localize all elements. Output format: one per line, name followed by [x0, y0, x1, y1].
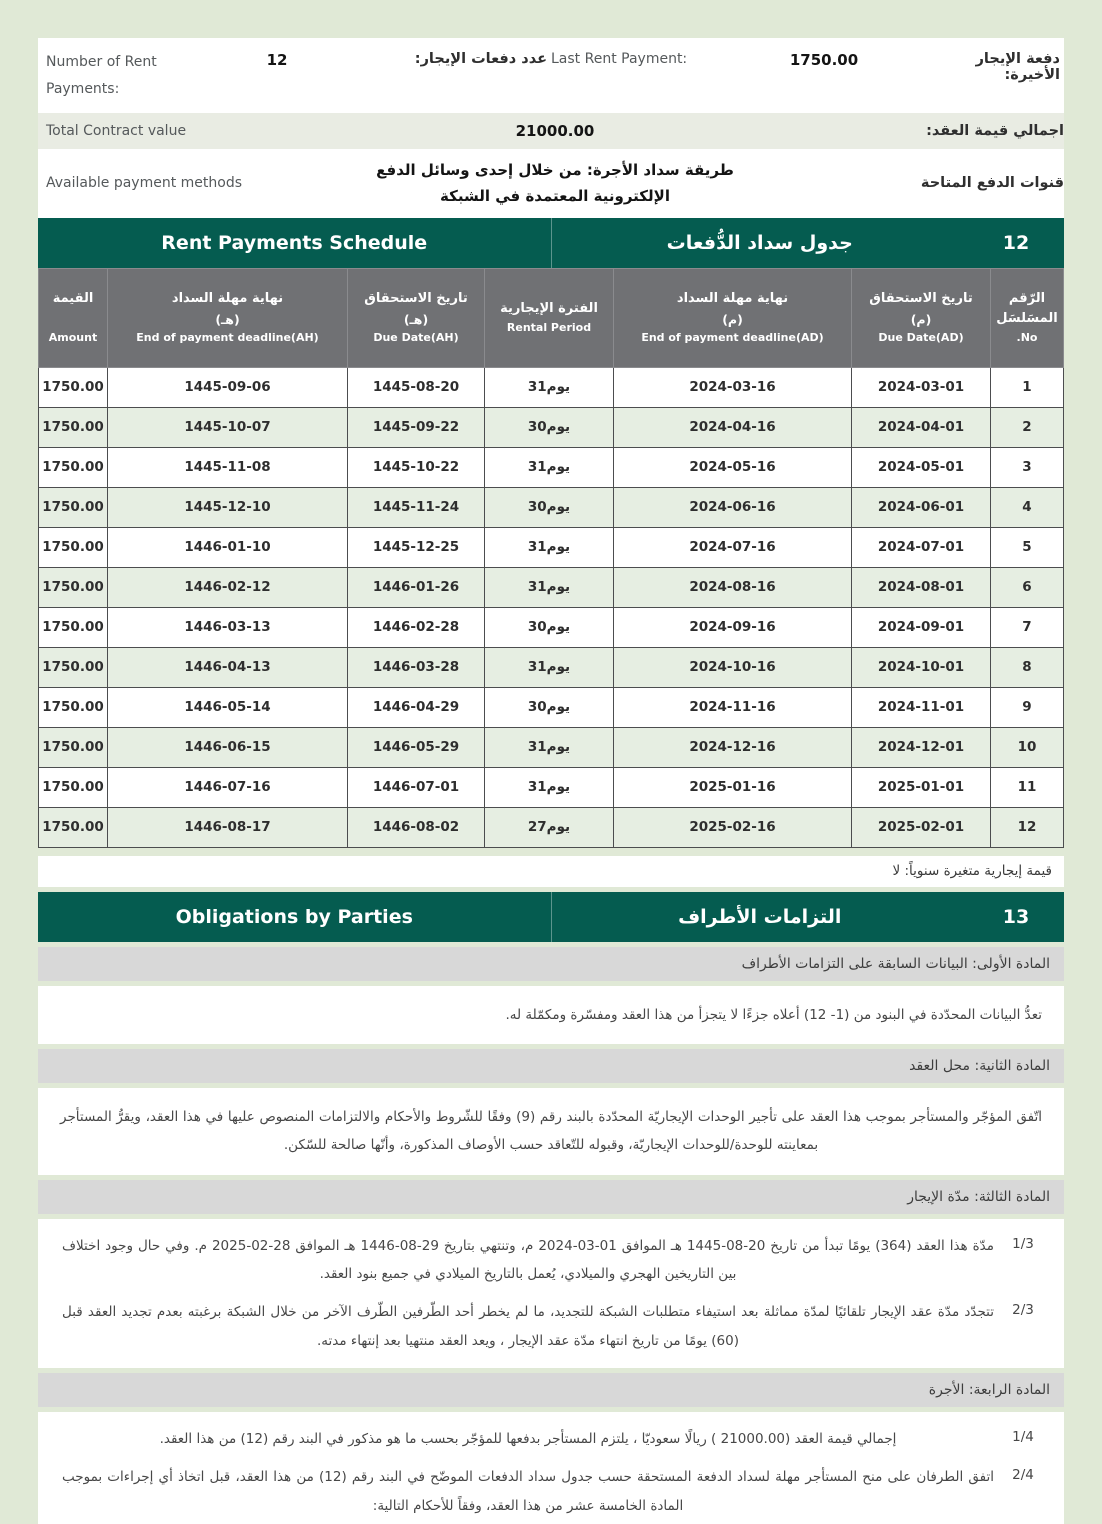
schedule-section-header — [38, 218, 1064, 268]
schedule-cell: 30يوم — [485, 607, 614, 647]
schedule-cell: 1750.00 — [39, 807, 108, 847]
schedule-cell: 1750.00 — [39, 447, 108, 487]
schedule-cell: 3 — [991, 447, 1064, 487]
schedule-cell: 1446-04-13 — [108, 647, 348, 687]
rent-payments-table-head — [39, 268, 1064, 367]
schedule-cell: 2024-03-01 — [852, 367, 991, 407]
schedule-cell: 8 — [991, 647, 1064, 687]
column-header-ar-text: تاريخ الاستحقاق — [869, 290, 973, 306]
schedule-cell: 1446-06-15 — [108, 727, 348, 767]
article-body — [38, 1219, 1064, 1368]
schedule-row — [39, 367, 1064, 407]
top-info-row-payments — [38, 38, 1064, 113]
schedule-cell: 9 — [991, 687, 1064, 727]
schedule-cell: 2024-05-16 — [614, 447, 852, 487]
schedule-title-ar: جدول سداد الدُّفعات — [666, 231, 853, 254]
rent-payments-table — [38, 268, 1064, 848]
column-header — [108, 268, 348, 367]
schedule-cell: 2024-06-16 — [614, 487, 852, 527]
column-header-en-text: End of payment deadline(AH) — [136, 331, 319, 344]
column-header — [485, 268, 614, 367]
schedule-cell: 31يوم — [485, 367, 614, 407]
schedule-cell: 2024-12-16 — [614, 727, 852, 767]
schedule-cell: 27يوم — [485, 807, 614, 847]
schedule-cell: 1750.00 — [39, 567, 108, 607]
schedule-row — [39, 447, 1064, 487]
article-heading: المادة الأولى: البيانات السابقة على التزامات الأطراف — [38, 947, 1064, 981]
payments-count-group — [38, 49, 551, 102]
schedule-cell: 2024-10-01 — [852, 647, 991, 687]
schedule-cell: 2024-08-01 — [852, 567, 991, 607]
clause — [48, 1420, 1054, 1458]
article — [38, 947, 1064, 1044]
schedule-cell: 1446-04-29 — [348, 687, 485, 727]
obligations-title-ar: التزامات الأطراف — [678, 905, 842, 928]
column-header — [39, 268, 108, 367]
schedule-cell: 1 — [991, 367, 1064, 407]
clause-text: اتفق الطرفان على منح المستأجر مهلة لسداد الدفعة المستحقة حسب جدول سداد الدفعات الموضّح في البند رقم (12) من هذا العقد، قبل اتخاذ أي إجراءات بموجب المادة الخامسة عشر من هذا العقد، وفقاً للأحكام التالية: — [62, 1469, 994, 1514]
column-header-ar-text: الفترة الإيجارية — [500, 301, 598, 317]
schedule-cell: 6 — [991, 567, 1064, 607]
schedule-title-en: Rent Payments Schedule — [161, 231, 428, 254]
schedule-row — [39, 767, 1064, 807]
rent-payments-label-ar: عدد دفعات الإيجار: — [414, 51, 547, 67]
schedule-row — [39, 487, 1064, 527]
column-header — [348, 268, 485, 367]
schedule-cell: 2024-07-01 — [852, 527, 991, 567]
column-header-sub-text: (م) — [722, 312, 743, 327]
column-header-sub-text — [42, 309, 104, 330]
schedule-cell: 12 — [991, 807, 1064, 847]
schedule-cell: 7 — [991, 607, 1064, 647]
column-header-ar-text: نهاية مهلة السداد — [676, 290, 789, 306]
schedule-cell: 10 — [991, 727, 1064, 767]
clause-text: اتّفق المؤجّر والمستأجر بموجب هذا العقد على تأجير الوحدات الإيجاريّة المحدّدة بالبند رقم (9) وفقًا للشّروط والأحكام والالتزامات المنصوص عليها في هذا العقد، ويقرُّ المستأجر بمعاينته للوحدة/للوحدات الإيجاريّة، وقبوله للتّعاقد حسب الأوصاف المذكورة، وأنّها صالحة للسّكن. — [60, 1109, 1042, 1154]
column-header — [614, 268, 852, 367]
schedule-cell: 31يوم — [485, 447, 614, 487]
column-header — [852, 268, 991, 367]
schedule-cell: 2024-04-01 — [852, 407, 991, 447]
schedule-cell: 1750.00 — [39, 367, 108, 407]
schedule-cell: 1446-05-14 — [108, 687, 348, 727]
clause — [48, 1293, 1054, 1360]
clause-text: تعدُّ البيانات المحدّدة في البنود من (1- 12) أعلاه جزءًا لا يتجزأ من هذا العقد ومفسّرة ومكمّلة له. — [505, 1006, 1042, 1023]
schedule-cell: 1446-01-10 — [108, 527, 348, 567]
column-header-en-text: Amount — [48, 331, 98, 344]
schedule-cell: 2024-09-16 — [614, 607, 852, 647]
column-header-en-text: Due Date(AD) — [878, 331, 964, 344]
schedule-cell: 30يوم — [485, 487, 614, 527]
column-header-sub-text: (هـ) — [215, 312, 240, 327]
contract-page — [38, 0, 1064, 1524]
clause-number: 1/3 — [1012, 1235, 1034, 1252]
schedule-cell: 1445-11-08 — [108, 447, 348, 487]
schedule-cell: 2025-01-01 — [852, 767, 991, 807]
schedule-row — [39, 807, 1064, 847]
schedule-row — [39, 567, 1064, 607]
table-header-row — [39, 268, 1064, 367]
schedule-cell: 1445-09-06 — [108, 367, 348, 407]
article-body — [38, 1088, 1064, 1175]
schedule-cell: 31يوم — [485, 647, 614, 687]
schedule-row — [39, 647, 1064, 687]
schedule-cell: 1445-12-25 — [348, 527, 485, 567]
article-body — [38, 1412, 1064, 1524]
schedule-cell: 1445-11-24 — [348, 487, 485, 527]
schedule-cell: 30يوم — [485, 687, 614, 727]
article — [38, 1049, 1064, 1175]
top-info-row-methods — [38, 149, 1064, 218]
total-contract-label-en: Total Contract value — [46, 122, 187, 139]
clause-text: إجمالي قيمة العقد (21000.00 ) ريالًا سعوديّا ، يلتزم المستأجر بدفعها للمؤجّر بحسب ما هو مذكور في البند رقم (12) من هذا العقد. — [159, 1431, 897, 1448]
rent-payments-table-body — [39, 367, 1064, 847]
schedule-cell: 1445-08-20 — [348, 367, 485, 407]
total-contract-value: 21000.00 — [515, 122, 595, 141]
clause — [48, 1227, 1054, 1294]
schedule-row — [39, 687, 1064, 727]
schedule-cell: 11 — [991, 767, 1064, 807]
obligations-articles — [38, 947, 1064, 1524]
schedule-cell: 5 — [991, 527, 1064, 567]
schedule-cell: 2024-11-01 — [852, 687, 991, 727]
obligations-section-number: 13 — [1002, 905, 1030, 928]
clause-number: 1/4 — [1012, 1429, 1034, 1446]
schedule-cell: 1445-12-10 — [108, 487, 348, 527]
column-header-ar-text: تاريخ الاستحقاق — [364, 290, 468, 306]
clause-number: 2/3 — [1012, 1302, 1034, 1319]
schedule-cell: 30يوم — [485, 407, 614, 447]
rent-payments-label-en: Number of Rent Payments: — [46, 54, 157, 97]
schedule-cell: 2025-02-01 — [852, 807, 991, 847]
schedule-cell: 1446-08-02 — [348, 807, 485, 847]
schedule-cell: 1446-07-01 — [348, 767, 485, 807]
clause-number: 2/4 — [1012, 1467, 1034, 1484]
schedule-row — [39, 407, 1064, 447]
rent-payments-value: 12 — [266, 51, 288, 69]
column-header-sub-text: (هـ) — [403, 312, 429, 327]
schedule-cell: 1446-02-12 — [108, 567, 348, 607]
schedule-section-number: 12 — [1002, 231, 1030, 254]
schedule-cell: 1446-01-26 — [348, 567, 485, 607]
top-info-row-total — [38, 113, 1064, 149]
article — [38, 1180, 1064, 1368]
obligations-title-en: Obligations by Parties — [175, 905, 413, 928]
clause — [48, 1458, 1054, 1524]
schedule-cell: 1750.00 — [39, 687, 108, 727]
schedule-cell: 1750.00 — [39, 407, 108, 447]
schedule-cell: 1446-08-17 — [108, 807, 348, 847]
schedule-cell: 2024-10-16 — [614, 647, 852, 687]
schedule-cell: 1750.00 — [39, 487, 108, 527]
schedule-title-ar-group — [551, 218, 1065, 268]
schedule-cell: 2024-03-16 — [614, 367, 852, 407]
schedule-cell: 1750.00 — [39, 727, 108, 767]
article-heading: المادة الثالثة: مدّة الإيجار — [38, 1180, 1064, 1214]
article-heading: المادة الثانية: محل العقد — [38, 1049, 1064, 1083]
schedule-cell: 1446-02-28 — [348, 607, 485, 647]
column-header-ar-text: الرّقم المسَلسَل — [996, 291, 1058, 327]
obligations-title-ar-group — [551, 892, 1065, 942]
column-header-en-text: Due Date(AH) — [373, 331, 459, 344]
schedule-cell: 31يوم — [485, 567, 614, 607]
schedule-row — [39, 607, 1064, 647]
schedule-cell: 1446-05-29 — [348, 727, 485, 767]
schedule-cell: 1446-07-16 — [108, 767, 348, 807]
payment-methods-value: طريقة سداد الأجرة: من خلال إحدى وسائل الدفع الإلكترونية المعتمدة في الشبكة — [376, 161, 734, 206]
column-header-en-text: No. — [1016, 330, 1038, 344]
obligations-section-header — [38, 892, 1064, 942]
schedule-cell: 1446-03-28 — [348, 647, 485, 687]
schedule-cell: 2024-07-16 — [614, 527, 852, 567]
variable-rent-footnote: قيمة إيجارية متغيرة سنوياً: لا — [38, 856, 1064, 887]
clause-text: مدّة هذا العقد (364) يومًا تبدأ من تاريخ 20-08-1445 هـ الموافق 01-03-2024 م، وتنتهي بتاريخ 29-08-1446 هـ الموافق 28-02-2025 م. وفي حال وجود اختلاف بين التاريخين الهجري والميلادي، يُعمل بالتاريخ الميلادي في جميع بنود العقد. — [62, 1237, 995, 1283]
schedule-cell: 2025-01-16 — [614, 767, 852, 807]
payment-methods-label-ar: قنوات الدفع المتاحة — [920, 175, 1064, 192]
schedule-cell: 2024-12-01 — [852, 727, 991, 767]
last-payment-label-en: Last Rent Payment: — [551, 51, 688, 67]
last-payment-group — [551, 49, 1064, 102]
payment-methods-value-wrap — [376, 157, 734, 210]
schedule-cell: 1750.00 — [39, 767, 108, 807]
last-payment-value: 1750.00 — [789, 51, 859, 69]
column-header-en-text: Rental Period — [506, 320, 592, 334]
column-header-en-text: End of payment deadline(AD) — [641, 331, 824, 344]
schedule-cell: 1750.00 — [39, 647, 108, 687]
article-body — [38, 986, 1064, 1044]
article-heading: المادة الرابعة: الأجرة — [38, 1373, 1064, 1407]
schedule-cell: 4 — [991, 487, 1064, 527]
clause — [48, 1096, 1054, 1167]
article — [38, 1373, 1064, 1524]
schedule-cell: 2024-08-16 — [614, 567, 852, 607]
schedule-cell: 2025-02-16 — [614, 807, 852, 847]
column-header-ar-text: القيمة — [52, 290, 94, 306]
schedule-cell: 1446-03-13 — [108, 607, 348, 647]
clause — [48, 994, 1054, 1036]
schedule-cell: 2 — [991, 407, 1064, 447]
column-header-ar-text: نهاية مهلة السداد — [171, 290, 284, 306]
schedule-cell: 1445-10-22 — [348, 447, 485, 487]
clause-text: تتجدّد مدّة عقد الإيجار تلقائيًا لمدّة مماثلة بعد استيفاء متطلبات الشبكة للتجديد، ما لم يخطر أحد الطّرفين الطّرف الآخر من خلال الشبكة برغبته بعدم تجديد العقد قبل (60) يومًا من تاريخ انتهاء مدّة عقد الإيجار ، ويعد العقد منتهيا بعد إنتهاء مدته. — [62, 1304, 994, 1349]
schedule-cell: 31يوم — [485, 527, 614, 567]
schedule-row — [39, 727, 1064, 767]
schedule-cell: 2024-06-01 — [852, 487, 991, 527]
schedule-cell: 2024-09-01 — [852, 607, 991, 647]
schedule-row — [39, 527, 1064, 567]
schedule-cell: 2024-04-16 — [614, 407, 852, 447]
schedule-cell: 2024-05-01 — [852, 447, 991, 487]
schedule-cell: 31يوم — [485, 767, 614, 807]
schedule-cell: 1750.00 — [39, 607, 108, 647]
schedule-cell: 1445-10-07 — [108, 407, 348, 447]
schedule-cell: 1445-09-22 — [348, 407, 485, 447]
column-header-sub-text: (م) — [910, 312, 932, 327]
total-contract-label-ar: اجمالي قيمة العقد: — [926, 123, 1064, 140]
column-header — [991, 268, 1064, 367]
payment-methods-label-en: Available payment methods — [46, 175, 242, 192]
last-payment-label-ar: دفعة الإيجار الأخيرة: — [975, 51, 1060, 83]
schedule-cell: 2024-11-16 — [614, 687, 852, 727]
schedule-cell: 1750.00 — [39, 527, 108, 567]
schedule-cell: 31يوم — [485, 727, 614, 767]
